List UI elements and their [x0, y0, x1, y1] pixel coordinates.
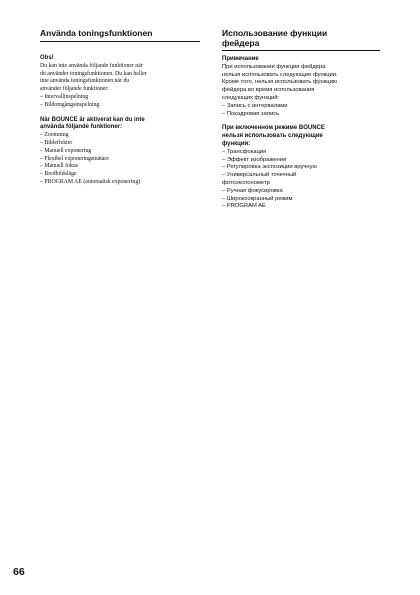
text-line: – Manuell exponering	[40, 147, 92, 154]
swedish-bounce-heading	[40, 117, 205, 133]
text-line: нельзя использовать следующие функции.	[222, 71, 338, 78]
russian-bounce-list	[222, 149, 387, 211]
text-line: – Ручная фокусировка	[222, 187, 283, 194]
text-line: – Bildeffekter	[40, 139, 73, 146]
text-line: – Bredbildsläge	[40, 171, 77, 178]
text-line: – Bildomgångsinspelning	[40, 101, 100, 108]
swedish-note-heading: Obs!	[40, 55, 54, 61]
text-line: – Manuell fokus	[40, 163, 78, 170]
text-line: При использовании функции фейдера	[222, 63, 326, 70]
text-line: нельзя использовать следующие	[222, 133, 323, 140]
swedish-title-rule	[40, 41, 200, 42]
text-line: inte använda toningsfunktionen när du	[40, 78, 130, 85]
text-line: – PROGRAM AE (automatisk exponering)	[40, 178, 141, 185]
text-line: använda följande funktioner:	[40, 124, 123, 131]
text-line: – Универсальный точечный	[222, 172, 297, 179]
text-line: – Покадровая запись	[222, 110, 280, 117]
russian-note-text	[222, 64, 387, 119]
text-line: функции:	[222, 140, 251, 147]
swedish-title: Använda toningsfunktionen	[40, 28, 153, 38]
text-line: – Запись с интервалами	[222, 102, 288, 109]
text-line: När BOUNCE är aktiverat kan du inte	[40, 116, 145, 123]
text-line: du använder toningsfunktionen. Du kan heller	[40, 70, 147, 77]
text-line: använder följande funktioner:	[40, 86, 109, 93]
swedish-column	[40, 28, 205, 187]
text-line: – Широкоэкранный режим	[222, 195, 293, 202]
text-line: Использование функции	[222, 28, 328, 38]
text-line: – Flexibel exponeringsmätare	[40, 155, 109, 162]
text-line: следующих функций:	[222, 94, 280, 101]
text-line: – Zoomning	[40, 132, 69, 139]
text-line: – Трансфокация	[222, 148, 267, 155]
russian-bounce-heading	[222, 125, 387, 148]
text-line: – Регулировка экспозиции вручную	[222, 164, 317, 171]
text-line: – Эффект изображения	[222, 156, 287, 163]
text-line: фейдера	[222, 38, 260, 48]
text-line: Кроме того, нельзя использовать функцию	[222, 79, 338, 86]
russian-column	[222, 28, 387, 211]
swedish-bounce-list	[40, 132, 205, 187]
text-line: фотоэкспонометр	[222, 179, 270, 186]
text-line: При включенном режиме BOUNCE	[222, 125, 325, 132]
swedish-note-text	[40, 63, 205, 110]
russian-note-heading: Примечание	[222, 56, 259, 62]
text-line: – PROGRAM AE	[222, 203, 266, 210]
text-line: фейдера во время использования	[222, 87, 315, 94]
russian-title	[222, 28, 387, 48]
text-line: – Intervallinspelning	[40, 93, 89, 100]
russian-title-rule	[222, 50, 380, 51]
text-line: Du kan inte använda följande funktioner när	[40, 62, 143, 69]
page-number: 66	[13, 566, 25, 578]
